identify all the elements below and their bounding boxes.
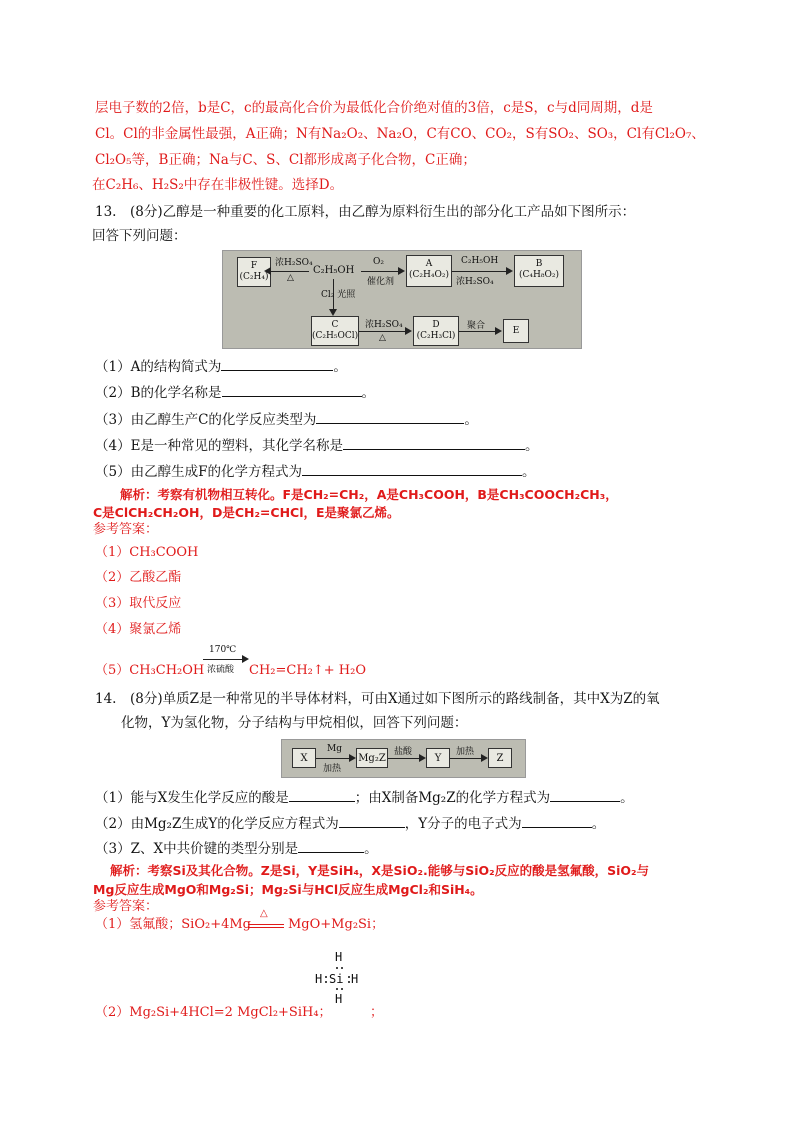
q14-analysis-line-1: 解析：考察Si及其化合物。Z是Si，Y是SiH₄，X是SiO₂.能够与SiO₂反应的酸是氢氟酸，SiO₂与: [110, 863, 649, 878]
ethanol-label: C₂H₅OH: [313, 265, 355, 276]
q13-answer-5-products: CH₂=CH₂↑+ H₂O: [249, 663, 367, 678]
heat-condition: △: [260, 908, 268, 919]
box-F: F (C₂H₄): [237, 257, 271, 287]
box-C: C (C₂H₅OCl): [311, 316, 359, 346]
label-catalyst: 催化剂: [367, 277, 395, 287]
q14-stem-line-1: 14. (8分)单质Z是一种常见的半导体材料，可由X通过如下图所示的路线制备，其中X为Z的氧: [95, 691, 660, 707]
lewis-h-top: H: [335, 950, 343, 964]
box-A: A (C₂H₄O₂): [406, 255, 452, 287]
q13-question-5: （5）由乙醇生成F的化学方程式为 。: [95, 461, 535, 482]
label-conc-h2so4-left: 浓H₂SO₄: [275, 258, 313, 268]
q14-question-3: （3）Z、X中共价键的类型分别是 。: [95, 838, 378, 859]
answer-blank[interactable]: [222, 382, 362, 397]
q13-prompt: 回答下列问题：: [92, 228, 187, 244]
label-cl2-light: Cl₂ 光照: [321, 290, 356, 300]
q14-reference-label: 参考答案：: [93, 899, 159, 914]
box-Z: Z: [488, 748, 512, 768]
q13-answer-2: （2）乙酸乙酯: [95, 570, 182, 585]
answer-blank[interactable]: [343, 435, 525, 450]
q13-question-4: （4）E是一种常见的塑料，其化学名称是 。: [95, 435, 538, 456]
lewis-h-right: H: [351, 972, 359, 986]
q14-answer-1-right: MgO+Mg₂Si；: [288, 917, 385, 932]
q13-reference-label: 参考答案：: [93, 522, 159, 537]
q13-question-2: （2）B的化学名称是 。: [95, 382, 375, 403]
box-X: X: [292, 748, 316, 768]
q13-reaction-diagram: [222, 250, 582, 349]
lewis-h-left: H: [315, 972, 323, 986]
label-heat-1: 加热: [323, 764, 342, 774]
box-E: E: [503, 319, 529, 343]
sih4-electron-dot-structure: [312, 950, 362, 1010]
q14-answer-2-end: ；: [370, 1005, 384, 1020]
explanation-line-3: Cl₂O₅等，B正确；Na与C、S、Cl都形成离子化合物，C正确；: [95, 152, 476, 168]
reaction-condition-acid: 浓硫酸: [207, 665, 235, 675]
answer-blank[interactable]: [522, 813, 592, 828]
label-hcl: 盐酸: [394, 747, 413, 757]
box-B: B (C₄H₈O₂): [514, 255, 564, 287]
answer-blank[interactable]: [298, 838, 364, 853]
answer-blank[interactable]: [339, 813, 405, 828]
q14-question-1: （1）能与X发生化学反应的酸是 ；由X制备Mg₂Z的化学方程式为 。: [95, 787, 634, 808]
answer-blank[interactable]: [221, 356, 333, 371]
q13-analysis-line-2: C是ClCH₂CH₂OH，D是CH₂=CHCl，E是聚氯乙烯。: [93, 505, 400, 520]
q13-answer-5-prefix: （5）CH₃CH₂OH: [95, 663, 205, 678]
q14-answer-2: （2）Mg₂Si+4HCl=2 MgCl₂+SiH₄；: [95, 1005, 332, 1020]
q13-answer-4: （4）聚氯乙烯: [95, 622, 182, 637]
answer-blank[interactable]: [550, 787, 620, 802]
q13-analysis-line-1: 解析：考察有机物相互转化。F是CH₂=CH₂，A是CH₃COOH，B是CH₃COOCH₂CH₃，: [120, 487, 618, 502]
q14-question-2: （2）由Mg₂Z生成Y的化学反应方程式为 ，Y分子的电子式为 。: [95, 813, 605, 834]
box-Mg2Z: Mg₂Z: [356, 748, 388, 768]
reaction-condition-temperature: 170℃: [209, 645, 237, 655]
q14-route-diagram: [281, 739, 526, 778]
q13-question-1: （1）A的结构简式为 。: [95, 356, 347, 377]
label-o2: O₂: [373, 257, 384, 267]
label-mg: Mg: [327, 744, 342, 754]
answer-blank[interactable]: [316, 409, 464, 424]
label-conc-h2so4-bottom: 浓H₂SO₄: [365, 320, 403, 330]
lewis-h-bottom: H: [335, 992, 343, 1006]
label-polymerize: 聚合: [467, 321, 486, 331]
lewis-si: Si: [329, 972, 344, 986]
answer-blank[interactable]: [302, 461, 522, 476]
label-heat-2: 加热: [456, 747, 475, 757]
q13-answer-1: （1）CH₃COOH: [95, 545, 199, 560]
label-heat-bottom: △: [379, 333, 386, 343]
label-heat-left: △: [287, 273, 294, 283]
box-Y: Y: [426, 748, 450, 768]
label-conc-h2so4-top: 浓H₂SO₄: [456, 277, 494, 287]
explanation-line-1: 层电子数的2倍，b是C，c的最高化合价为最低化合价绝对值的3倍，c是S，c与d同周期，d是: [95, 100, 653, 116]
answer-blank[interactable]: [289, 787, 355, 802]
explanation-line-2: Cl。Cl的非金属性最强，A正确；N有Na₂O₂、Na₂O，C有CO、CO₂，S有SO₂、SO₃，Cl有Cl₂O₇、: [95, 126, 705, 142]
q13-stem: 13. (8分)乙醇是一种重要的化工原料，由乙醇为原料衍生出的部分化工产品如下图所示：: [95, 204, 636, 220]
q13-answer-3: （3）取代反应: [95, 596, 182, 611]
q14-answer-1-left: （1）氢氟酸；SiO₂+4Mg: [95, 917, 252, 932]
explanation-line-4: 在C₂H₆、H₂S₂中存在非极性键。选择D。: [92, 177, 344, 193]
label-ethanol-top: C₂H₅OH: [461, 256, 499, 266]
q14-analysis-line-2: Mg反应生成MgO和Mg₂Si；Mg₂Si与HCl反应生成MgCl₂和SiH₄。: [93, 882, 483, 897]
box-D: D (C₂H₃Cl): [413, 316, 459, 346]
q13-question-3: （3）由乙醇生产C的化学反应类型为 。: [95, 409, 478, 430]
q14-stem-line-2: 化物，Y为氢化物，分子结构与甲烷相似，回答下列问题：: [121, 715, 468, 731]
